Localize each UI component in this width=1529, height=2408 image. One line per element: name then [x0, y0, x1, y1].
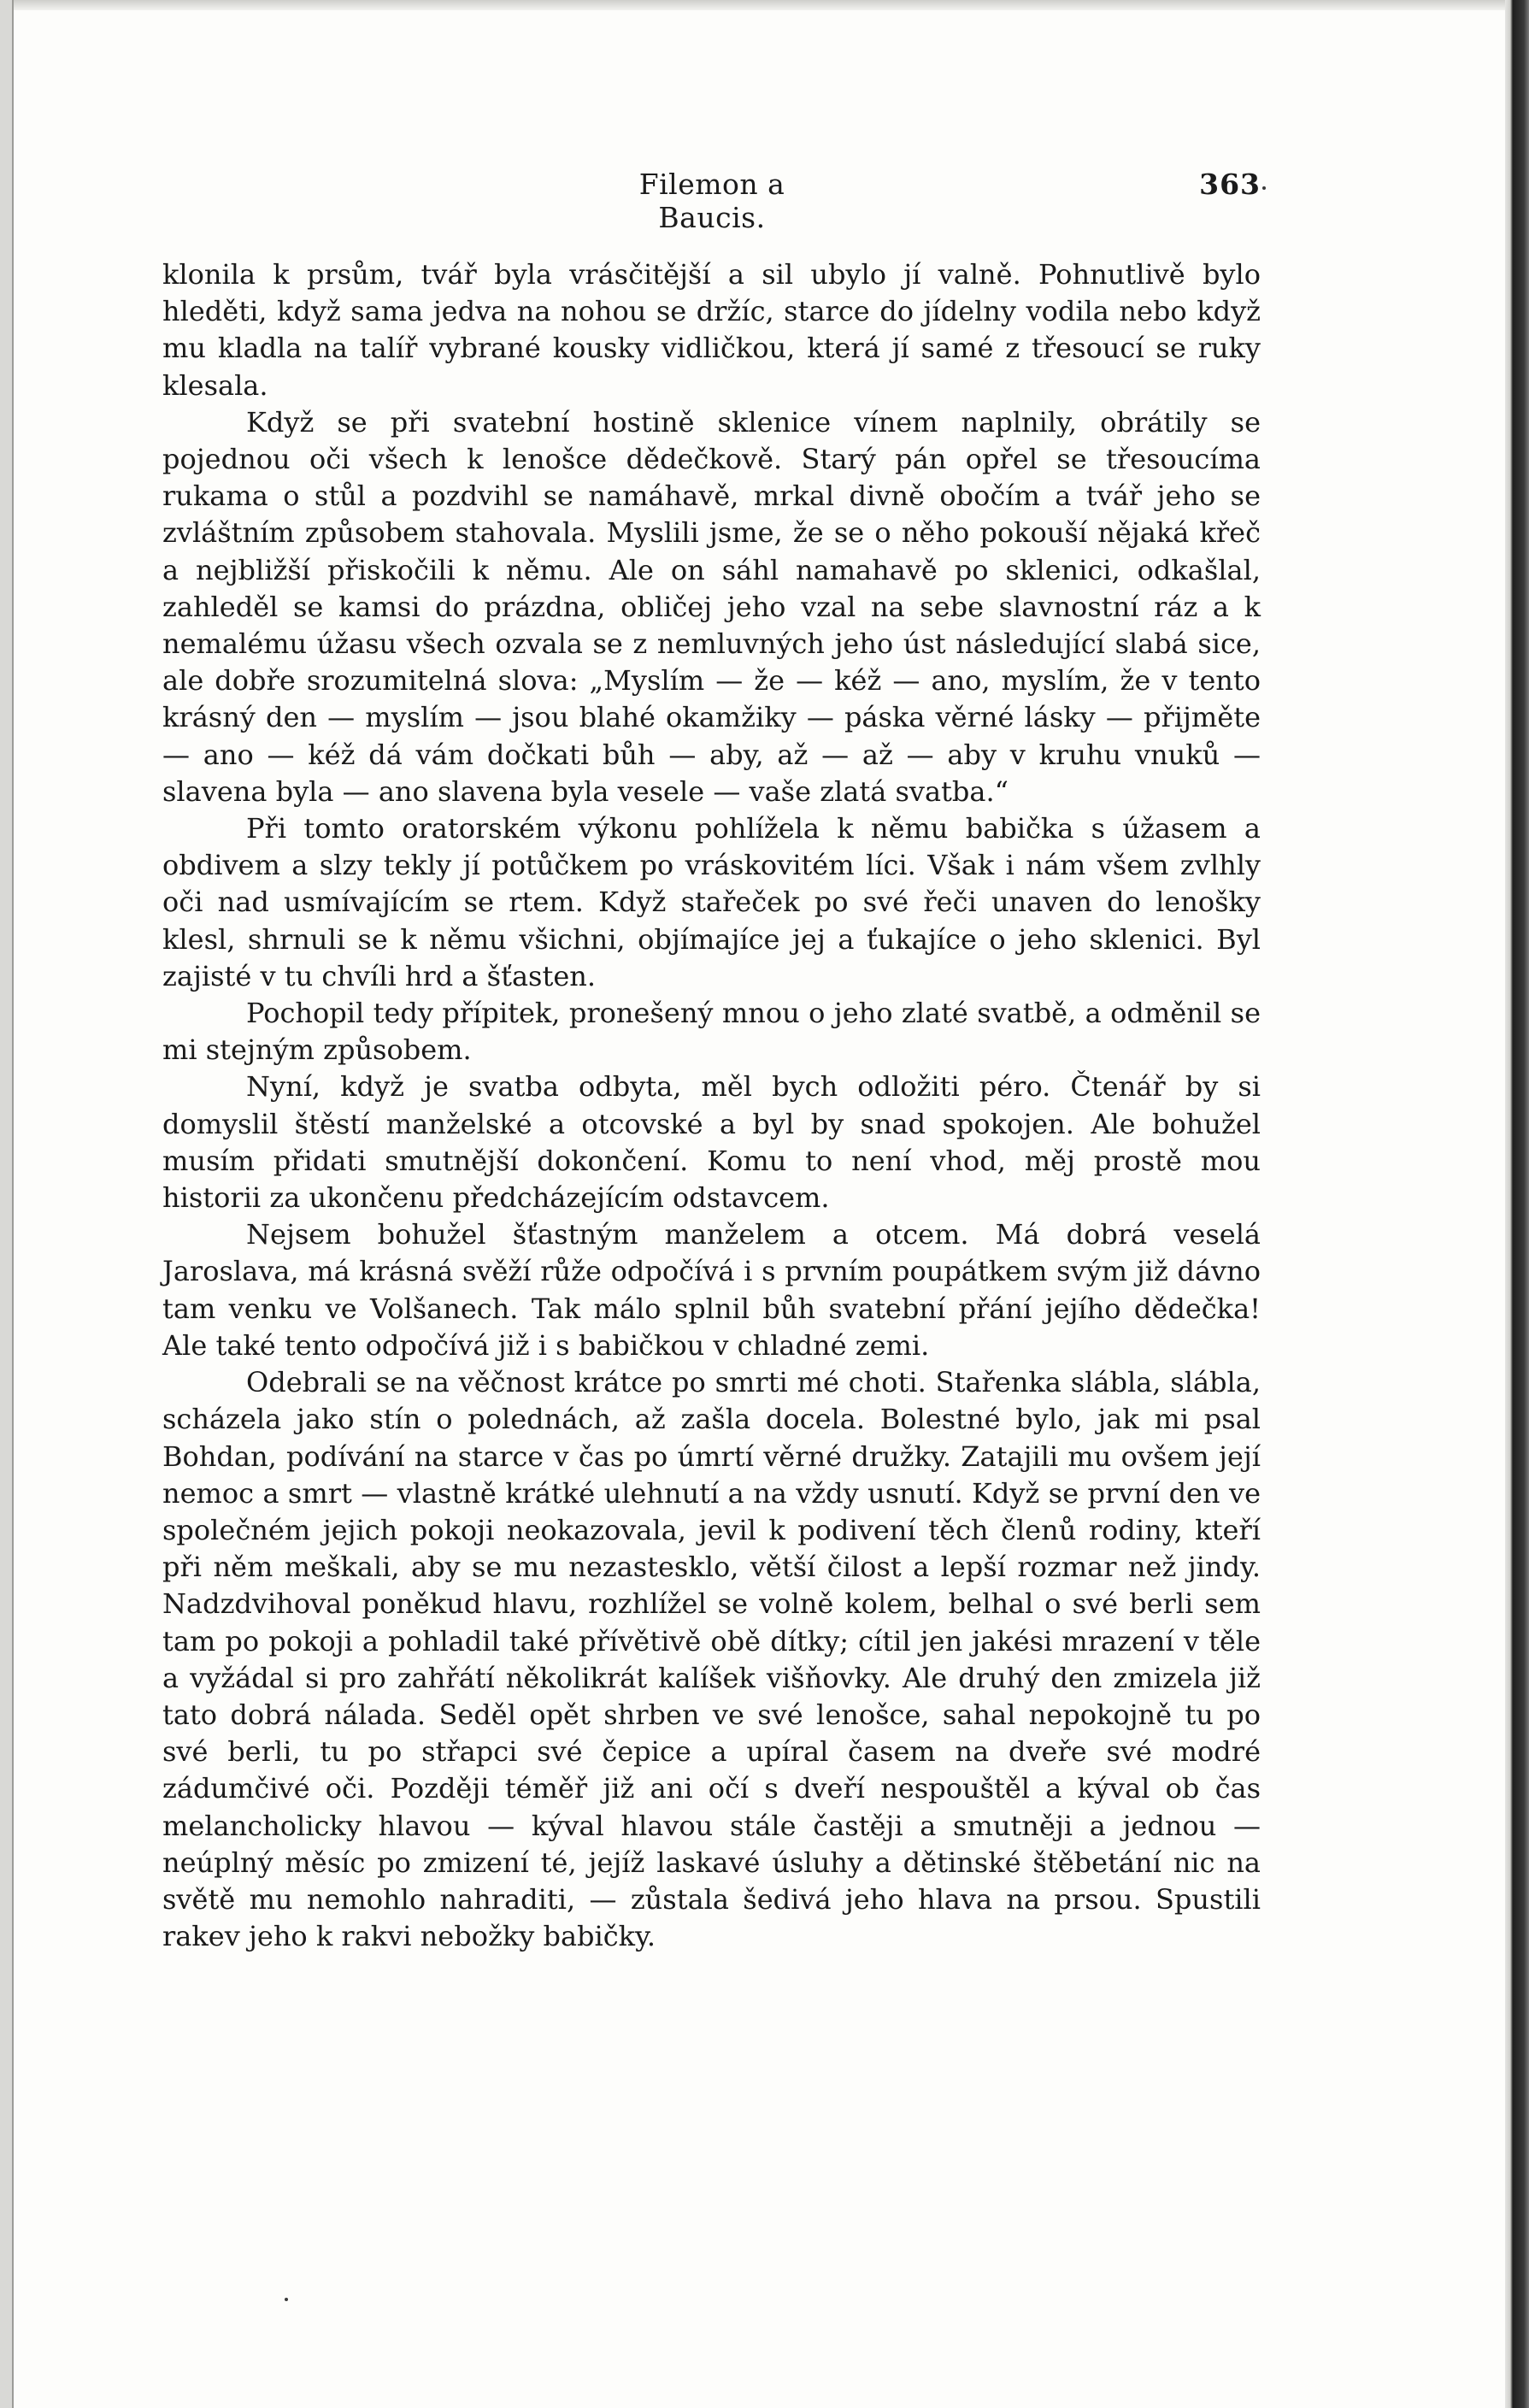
scan-left-edge: [0, 0, 14, 2408]
scan-speck: [1262, 186, 1266, 190]
paragraph-5: Nyní, když je svatba odbyta, měl bych odložiti péro. Čtenář by si domyslil štěstí manželské a otcovské a byl by snad spokojen. Ale bohužel musím přidati smutnější dokončení. Komu to není vhod, měj prostě mou historii za ukončenu předcházejícím odstavcem.: [162, 1070, 1261, 1215]
paragraph-6: Nejsem bohužel šťastným manželem a otcem. Má dobrá veselá Jaroslava, má krásná svěží růže odpočívá i s prvním poupátkem svým již dávno tam venku ve Volšanech. Tak málo splnil bůh svatební přání jejího dědečka! Ale také tento odpočívá již i s babičkou v chladné zemi.: [162, 1218, 1261, 1362]
running-title: Filemon a Baucis.: [638, 168, 785, 234]
scan-right-edge: [1505, 0, 1529, 2408]
paragraph-7: Odebrali se na věčnost krátce po smrti mé choti. Stařenka slábla, slábla, scházela jako stín o polednách, až zašla docela. Bolestné bylo, jak mi psal Bohdan, podívání na starce v čas po úmrtí věrné družky. Zatajili mu ovšem její nemoc a smrt — vlastně krátké ulehnutí a na vždy usnutí. Když se první den ve společném jejich pokoji neokazovala, jevil k podivení těch členů rodiny, kteří při něm meškali, aby se mu nezastesklo, větší čilost a lepší rozmar než jindy. Nadzdvihoval poněkud hlavu, rozhlížel se volně kolem, belhal o své berli sem tam po pokoji a pohladil také přívětivě obě dítky; cítil jen jakési mrazení v těle a vyžádal si pro zahřátí několikrát kalíšek višňovky. Ale druhý den zmizela již tato dobrá nálada. Seděl opět shrben ve své lenošce, sahal nepokojně tu po své berli, tu po střapci své čepice a upíral časem na dveře své modré zádumčivé oči. Později téměř již ani očí s dveří nespouštěl a kýval ob čas melancholicky hlavou — kýval hlavou stále častěji a smutněji a jednou — neúplný měsíc po zmizení té, jejíž laskavé úsluhy a dětinské štěbetání nic na světě mu nemohlo nahraditi, — zůstala šedivá jeho hlava na prsou. Spustili rakev jeho k rakvi nebožky babičky.: [162, 1366, 1261, 1953]
paragraph-4: Pochopil tedy přípitek, pronešený mnou o jeho zlaté svatbě, a odměnil se mi stejným způsobem.: [162, 997, 1261, 1067]
page-number: 363: [1199, 168, 1261, 201]
page-header: [162, 168, 1261, 234]
body-text: [162, 256, 1261, 1955]
paragraph-3: Při tomto oratorském výkonu pohlížela k němu babička s úžasem a obdivem a slzy tekly jí potůčkem po vráskovitém líci. Však i nám všem zvlhly oči nad usmívajícím se rtem. Když stařeček po své řeči unaven do lenošky klesl, shrnuli se k němu všichni, objímajíce jej a ťukajíce o jeho sklenici. Byl zajisté v tu chvíli hrd a šťasten.: [162, 812, 1261, 992]
paragraph-1: klonila k prsům, tvář byla vrásčitější a sil ubylo jí valně. Pohnutlivě bylo hleděti, když sama jedva na nohou se držíc, starce do jídelny vodila nebo když mu kladla na talíř vybrané kousky vidličkou, která jí samé z třesoucí se ruky klesala.: [162, 258, 1261, 402]
scan-speck: [285, 2298, 288, 2301]
paragraph-2: Když se při svatební hostině sklenice vínem naplnily, obrátily se pojednou oči všech k lenošce dědečkově. Starý pán opřel se třesoucíma rukama o stůl a pozdvihl se namáhavě, mrkal divně obočím a tvář jeho se zvláštním způsobem stahovala. Myslili jsme, že se o něho pokouší nějaká křeč a nejbližší přiskočili k němu. Ale on sáhl namahavě po sklenici, odkašlal, zahleděl se kamsi do prázdna, obličej jeho vzal na sebe slavnostní ráz a k nemalému úžasu všech ozvala se z nemluvných jeho úst následující slabá sice, ale dobře srozumitelná slova: „Myslím — že — kéž — ano, myslím, že v tento krásný den — myslím — jsou blahé okamžiky — páska věrné lásky — přijměte — ano — kéž dá vám dočkati bůh — aby, až — až — aby v kruhu vnuků — slavena byla — ano slavena byla vesele — vaše zlatá svatba.“: [162, 405, 1261, 808]
scan-top-edge: [0, 0, 1529, 10]
